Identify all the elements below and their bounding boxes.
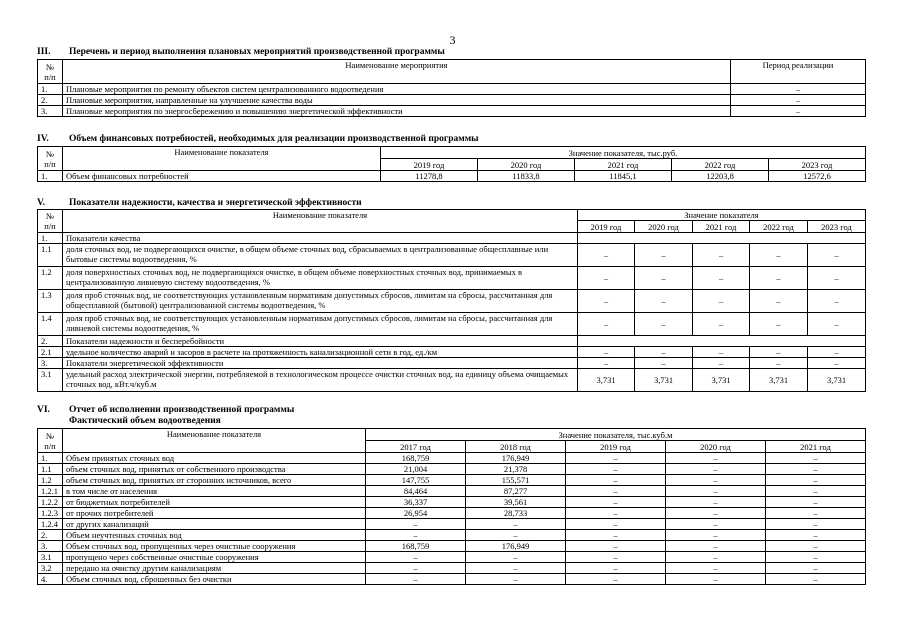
table-row: [38, 95, 866, 106]
row-name: в том числе от населения: [63, 486, 366, 497]
section-title: Перечень и период выполнения плановых мероприятий производственной программы: [69, 47, 445, 57]
year-header: 2021 год: [766, 441, 866, 453]
section-title: Объем финансовых потребностей, необходимых для реализации производственной программы: [69, 134, 479, 144]
value-cell: –: [693, 244, 750, 267]
table-row: [38, 475, 866, 486]
value-cell: –: [366, 552, 466, 563]
empty-value-cell: [578, 336, 866, 347]
value-cell: –: [566, 464, 666, 475]
value-cell: 36,337: [366, 497, 466, 508]
table-row: [38, 464, 866, 475]
table-header-row: [38, 147, 866, 159]
year-header: 2020 год: [666, 441, 766, 453]
table-row: [38, 171, 866, 182]
row-name: пропущено через собственные очистные сооружения: [63, 552, 366, 563]
table-row: [38, 106, 866, 117]
row-number: 1.4: [38, 313, 63, 336]
section-number: III.: [37, 47, 51, 57]
value-cell: –: [766, 453, 866, 464]
section-number: VI.: [37, 405, 50, 415]
value-cell: –: [566, 574, 666, 585]
value-cell: –: [766, 563, 866, 574]
row-name: удельный расход электрической энергии, потребляемой в технологическом процессе очистки сточных вод, на единицу объема очищаемых сточных вод, кВт.ч/куб.м: [63, 369, 578, 392]
value-cell: –: [750, 313, 808, 336]
value-cell: –: [578, 313, 635, 336]
table-row: [38, 574, 866, 585]
row-number: 1.: [38, 84, 63, 95]
value-cell: –: [578, 358, 635, 369]
table-row: [38, 313, 866, 336]
value-cell: –: [766, 530, 866, 541]
value-cell: –: [366, 530, 466, 541]
empty-value-cell: [578, 233, 866, 244]
row-number: 2.: [38, 95, 63, 106]
row-number: 3.: [38, 358, 63, 369]
table-row: [38, 336, 866, 347]
value-cell: –: [808, 313, 866, 336]
year-header: 2022 год: [672, 159, 769, 171]
row-number: 1.2: [38, 475, 63, 486]
table-row: [38, 244, 866, 267]
value-cell: 3,731: [693, 369, 750, 392]
wastewater-volume-table: [37, 428, 866, 585]
value-cell: –: [766, 519, 866, 530]
section-number: IV.: [37, 134, 49, 144]
row-number: 2.: [38, 336, 63, 347]
section-title: Отчет об исполнении производственной программы: [69, 405, 295, 415]
table-row: [38, 233, 866, 244]
value-cell: –: [666, 475, 766, 486]
row-number: 3.: [38, 106, 63, 117]
value-cell: –: [635, 267, 693, 290]
value-cell: 176,949: [466, 453, 566, 464]
table-row: [38, 497, 866, 508]
value-cell: –: [635, 358, 693, 369]
value-cell: –: [750, 347, 808, 358]
table-header-row: [38, 210, 866, 221]
section-title: Показатели надежности, качества и энергетической эффективности: [69, 198, 362, 208]
value-cell: –: [666, 563, 766, 574]
table-header-row: [38, 60, 866, 84]
row-name: Показатели качества: [63, 233, 578, 244]
row-number: 3.1: [38, 552, 63, 563]
planned-activities-table: [37, 59, 866, 117]
table-row: [38, 519, 866, 530]
year-header: 2020 год: [478, 159, 575, 171]
value-cell: –: [566, 530, 666, 541]
table-row: [38, 358, 866, 369]
reliability-indicators-table: [37, 209, 866, 392]
value-cell: 168,759: [366, 453, 466, 464]
value-cell: 11845,1: [575, 171, 672, 182]
value-cell: 84,464: [366, 486, 466, 497]
table-row: [38, 267, 866, 290]
value-cell: –: [578, 290, 635, 313]
row-number: 3.: [38, 541, 63, 552]
year-header: 2023 год: [769, 159, 866, 171]
header-value: Значение показателя, тыс.куб.м: [366, 429, 866, 441]
value-cell: –: [750, 267, 808, 290]
value-cell: –: [566, 475, 666, 486]
value-cell: –: [578, 267, 635, 290]
row-number: 1.2.1: [38, 486, 63, 497]
table-header-row: [38, 429, 866, 441]
page-number: 3: [449, 33, 456, 47]
section-number: V.: [37, 198, 46, 208]
table-row: [38, 563, 866, 574]
value-cell: –: [566, 508, 666, 519]
value-cell: –: [666, 519, 766, 530]
value-cell: 3,731: [578, 369, 635, 392]
value-cell: 3,731: [750, 369, 808, 392]
value-cell: –: [635, 347, 693, 358]
header-num: № п/п: [38, 429, 63, 453]
header-num: № п/п: [38, 60, 63, 84]
value-cell: –: [666, 464, 766, 475]
row-name: Плановые мероприятия, направленные на улучшение качества воды: [63, 95, 731, 106]
value-cell: –: [666, 497, 766, 508]
row-name: объем сточных вод, принятых от собственного производства: [63, 464, 366, 475]
row-number: 1.1: [38, 244, 63, 267]
row-number: 1.2: [38, 267, 63, 290]
row-period: –: [731, 84, 866, 95]
year-header: 2019 год: [566, 441, 666, 453]
table-row: [38, 84, 866, 95]
value-cell: –: [693, 290, 750, 313]
row-name: доля проб сточных вод, не соответствующих установленным нормативам допустимых сбросов, лимитам на сбросы, рассчитанная для ливневой системы водоотведения, %: [63, 313, 578, 336]
financial-needs-table: [37, 146, 866, 182]
value-cell: –: [693, 358, 750, 369]
value-cell: –: [808, 347, 866, 358]
row-number: 1.1: [38, 464, 63, 475]
value-cell: –: [766, 552, 866, 563]
value-cell: –: [566, 497, 666, 508]
value-cell: 11278,8: [381, 171, 478, 182]
header-value: Значение показателя, тыс.руб.: [381, 147, 866, 159]
year-header: 2019 год: [381, 159, 478, 171]
year-header: 2021 год: [693, 221, 750, 233]
value-cell: –: [766, 508, 866, 519]
table-row: [38, 290, 866, 313]
value-cell: 26,954: [366, 508, 466, 519]
value-cell: –: [766, 486, 866, 497]
section-6-subtitle: Фактический объем водоотведения: [69, 416, 221, 426]
value-cell: –: [466, 530, 566, 541]
row-name: от других канализаций: [63, 519, 366, 530]
section-3-heading: [37, 47, 445, 58]
row-name: Показатели энергетической эффективности: [63, 358, 578, 369]
value-cell: –: [666, 574, 766, 585]
value-cell: 39,561: [466, 497, 566, 508]
value-cell: –: [578, 244, 635, 267]
value-cell: –: [666, 486, 766, 497]
value-cell: 28,733: [466, 508, 566, 519]
row-number: 3.1: [38, 369, 63, 392]
value-cell: –: [566, 486, 666, 497]
value-cell: 11833,8: [478, 171, 575, 182]
row-name: передано на очистку другим канализациям: [63, 563, 366, 574]
table-row: [38, 486, 866, 497]
row-name: Плановые мероприятия по ремонту объектов систем централизованного водоотведения: [63, 84, 731, 95]
value-cell: 87,277: [466, 486, 566, 497]
value-cell: –: [693, 267, 750, 290]
value-cell: –: [808, 290, 866, 313]
value-cell: –: [766, 574, 866, 585]
row-name: Плановые мероприятия по энергосбережению и повышению энергетической эффективности: [63, 106, 731, 117]
row-name: удельное количество аварий и засоров в расчете на протяженность канализационной сети в год, ед./км: [63, 347, 578, 358]
value-cell: –: [635, 313, 693, 336]
value-cell: –: [635, 290, 693, 313]
value-cell: –: [808, 267, 866, 290]
value-cell: 3,731: [635, 369, 693, 392]
value-cell: –: [366, 519, 466, 530]
value-cell: –: [366, 563, 466, 574]
value-cell: 147,755: [366, 475, 466, 486]
value-cell: –: [666, 508, 766, 519]
value-cell: –: [578, 347, 635, 358]
value-cell: 12203,8: [672, 171, 769, 182]
table-row: [38, 552, 866, 563]
value-cell: 21,378: [466, 464, 566, 475]
value-cell: –: [766, 497, 866, 508]
row-name: объем сточных вод, принятых от сторонних источников, всего: [63, 475, 366, 486]
value-cell: –: [466, 552, 566, 563]
row-name: от прочих потребителей: [63, 508, 366, 519]
value-cell: –: [566, 541, 666, 552]
year-header: 2020 год: [635, 221, 693, 233]
row-name: доля поверхностных сточных вод, не подвергающихся очистке, в общем объеме поверхностных сточных вод, принимаемых в централизованную ливневую систему водоотведения, %: [63, 267, 578, 290]
value-cell: –: [693, 347, 750, 358]
value-cell: –: [635, 244, 693, 267]
header-name: Наименование мероприятия: [63, 60, 731, 84]
header-num: № п/п: [38, 210, 63, 233]
value-cell: –: [750, 244, 808, 267]
header-name: Наименование показателя: [63, 429, 366, 453]
row-name: Объем принятых сточных вод: [63, 453, 366, 464]
value-cell: –: [466, 574, 566, 585]
value-cell: –: [766, 475, 866, 486]
header-name: Наименование показателя: [63, 147, 381, 171]
section-4-heading: [37, 134, 479, 145]
value-cell: –: [766, 541, 866, 552]
year-header: 2018 год: [466, 441, 566, 453]
row-number: 4.: [38, 574, 63, 585]
value-cell: –: [566, 453, 666, 464]
year-header: 2021 год: [575, 159, 672, 171]
row-period: –: [731, 106, 866, 117]
value-cell: –: [666, 541, 766, 552]
value-cell: 168,759: [366, 541, 466, 552]
row-name: Объем сточных вод, сброшенных без очистки: [63, 574, 366, 585]
row-number: 1.3: [38, 290, 63, 313]
row-name: Объем неучтенных сточных вод: [63, 530, 366, 541]
row-name: Объем финансовых потребностей: [63, 171, 381, 182]
value-cell: 176,949: [466, 541, 566, 552]
section-6-heading: [37, 405, 294, 416]
value-cell: 12572,6: [769, 171, 866, 182]
value-cell: –: [766, 464, 866, 475]
row-name: от бюджетных потребителей: [63, 497, 366, 508]
row-period: –: [731, 95, 866, 106]
value-cell: 3,731: [808, 369, 866, 392]
row-number: 1.2.3: [38, 508, 63, 519]
value-cell: –: [566, 519, 666, 530]
value-cell: –: [466, 563, 566, 574]
value-cell: –: [566, 552, 666, 563]
header-period: Период реализации: [731, 60, 866, 84]
row-number: 3.2: [38, 563, 63, 574]
row-number: 2.1: [38, 347, 63, 358]
row-number: 2.: [38, 530, 63, 541]
row-name: Объем сточных вод, пропущенных через очистные сооружения: [63, 541, 366, 552]
header-value: Значение показателя: [578, 210, 866, 221]
table-row: [38, 541, 866, 552]
row-number: 1.: [38, 453, 63, 464]
table-row: [38, 347, 866, 358]
value-cell: –: [566, 563, 666, 574]
value-cell: 155,571: [466, 475, 566, 486]
row-number: 1.2.2: [38, 497, 63, 508]
year-header: 2019 год: [578, 221, 635, 233]
value-cell: –: [666, 453, 766, 464]
header-name: Наименование показателя: [63, 210, 578, 233]
value-cell: –: [750, 290, 808, 313]
value-cell: –: [693, 313, 750, 336]
row-name: доля проб сточных вод, не соответствующих установленным нормативам допустимых сбросов, лимитам на сбросы, рассчитанная для общесплавной (бытовой) централизованной системы водоотведения, %: [63, 290, 578, 313]
value-cell: –: [808, 244, 866, 267]
table-row: [38, 508, 866, 519]
row-name: Показатели надежности и бесперебойности: [63, 336, 578, 347]
year-header: 2017 год: [366, 441, 466, 453]
header-num: № п/п: [38, 147, 63, 171]
row-number: 1.: [38, 233, 63, 244]
value-cell: –: [466, 519, 566, 530]
value-cell: –: [666, 530, 766, 541]
value-cell: 21,004: [366, 464, 466, 475]
table-row: [38, 369, 866, 392]
section-5-heading: [37, 198, 362, 209]
table-row: [38, 530, 866, 541]
value-cell: –: [750, 358, 808, 369]
value-cell: –: [666, 552, 766, 563]
row-name: доля сточных вод, не подвергающихся очистке, в общем объеме сточных вод, сбрасываемых в централизованные общесплавные или бытовые системы водоотведения, %: [63, 244, 578, 267]
row-number: 1.2.4: [38, 519, 63, 530]
table-row: [38, 453, 866, 464]
year-header: 2022 год: [750, 221, 808, 233]
value-cell: –: [808, 358, 866, 369]
value-cell: –: [366, 574, 466, 585]
year-header: 2023 год: [808, 221, 866, 233]
row-number: 1.: [38, 171, 63, 182]
